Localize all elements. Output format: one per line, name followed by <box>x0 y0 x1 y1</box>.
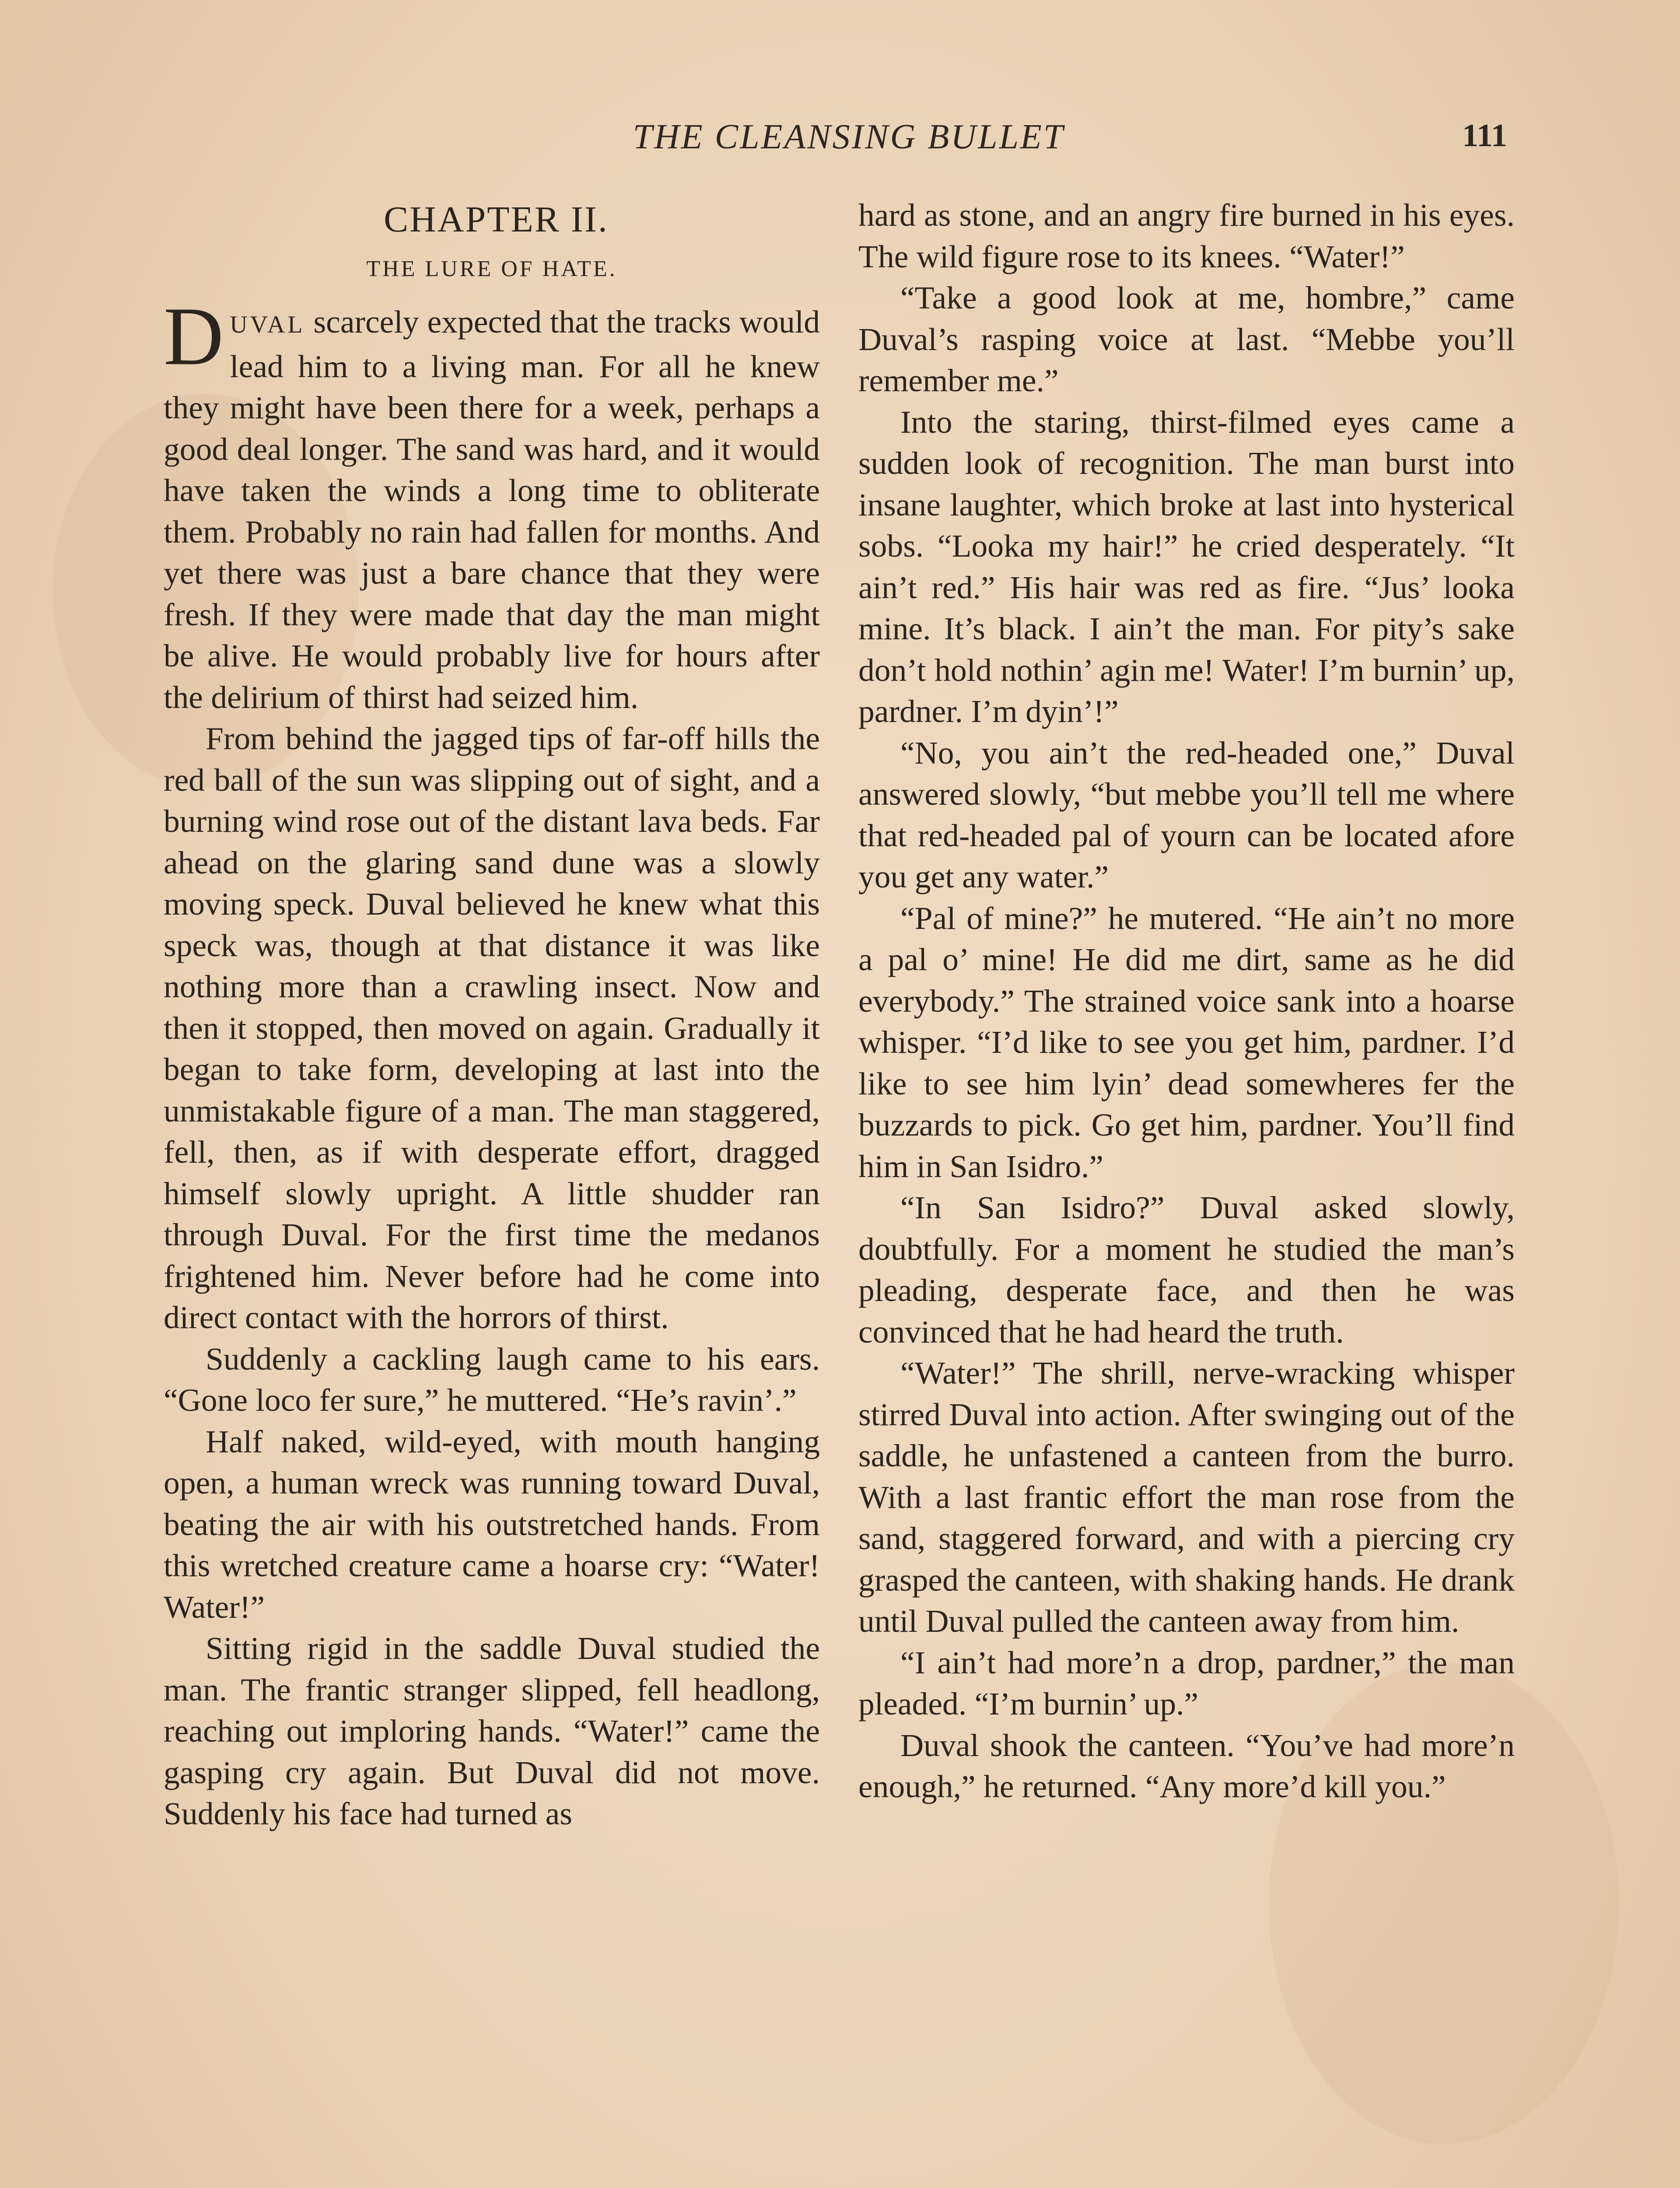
paragraph: “In San Isidro?” Duval asked slowly, doubtfully. For a moment he studied the man’s pleading, desperate face, and then he was convinced that he had heard the truth. <box>858 1189 1515 1350</box>
opening-paragraph-text: scarcely expected that the tracks would lead him to a living man. For all he knew they might have been there for a week, perhaps a good deal longer. The sand was hard, and it would have taken the winds a long time to obliterate them. Probably no rain had fallen for months. And yet there was just a bare chance that they were fresh. If they were made that day the man might be alive. He would probably live for hours after the delirium of thirst had seized him. <box>164 304 820 715</box>
paragraph: “Take a good look at me, hombre,” came Duval’s rasping voice at last. “Mebbe you’ll remember me.” <box>858 280 1515 398</box>
paragraph: Sitting rigid in the saddle Duval studied the man. The frantic stranger slipped, fell headlong, reaching out imploring hands. “Water!” came the gasping cry again. But Duval did not move. Suddenly his face had turned as <box>164 1630 820 1831</box>
paragraph: Duval shook the canteen. “You’ve had more’n enough,” he returned. “Any more’d kill you.” <box>858 1727 1515 1804</box>
opening-paragraph <box>164 291 820 718</box>
paragraph: Into the staring, thirst-filmed eyes came a sudden look of recognition. The man burst into insane laughter, which broke at last into hysterical sobs. “Looka my hair!” he cried desperately. “It ain’t red.” His hair was red as fire. “Jus’ looka mine. It’s black. I ain’t the man. For pity’s sake don’t hold nothin’ agin me! Water! I’m burnin’ up, pardner. I’m dyin’!” <box>858 403 1515 729</box>
drop-cap: D <box>164 291 224 382</box>
paragraph: From behind the jagged tips of far-off hills the red ball of the sun was slipping out of sight, and a burning wind rose out of the distant lava beds. Far ahead on the glaring sand dune was a slowly moving speck. Duval believed he knew what this speck was, though at that distance it was like nothing more than a crawling insect. Now and then it stopped, then moved on again. Gradually it began to take form, developing at last into the unmistakable figure of a man. The man staggered, fell, then, as if with desperate effort, dragged himself slowly upright. A little shudder ran through Duval. For the first time the medanos frightened him. Never before had he come into direct contact with the horrors of thirst. <box>164 720 820 1335</box>
continued-paragraph: hard as stone, and an angry fire burned in his eyes. The wild figure rose to its knees. “Water!” <box>858 197 1515 274</box>
paragraph: “Water!” The shrill, nerve-wracking whisper stirred Duval into action. After swinging out of the saddle, he unfastened a canteen from the burro. With a last frantic effort the man rose from the sand, staggered forward, and with a piercing cry grasped the canteen, with shaking hands. He drank until Duval pulled the canteen away from him. <box>858 1355 1515 1639</box>
paragraph: “Pal of mine?” he mutered. “He ain’t no more a pal o’ mine! He did me dirt, same as he did everybody.” The strained voice sank into a hoarse whisper. “I’d like to see you get him, pardner. I’d like to see him lyin’ dead somewheres fer the buzzards to pick. Go get him, pardner. You’ll find him in San Isidro.” <box>858 900 1515 1184</box>
paragraph: Suddenly a cackling laugh came to his ears. “Gone loco fer sure,” he muttered. “He’s ravin’.” <box>164 1340 820 1418</box>
right-column <box>858 194 1515 1807</box>
paragraph: Half naked, wild-eyed, with mouth hanging open, a human wreck was running toward Duval, beating the air with his outstretched hands. From this wretched creature came a hoarse cry: “Water! Water!” <box>164 1423 820 1625</box>
page-number: 111 <box>1462 118 1507 154</box>
chapter-title: CHAPTER II. <box>384 199 609 240</box>
left-column <box>164 193 820 1834</box>
chapter-subtitle: THE LURE OF HATE. <box>366 256 617 281</box>
paragraph: “No, you ain’t the red-headed one,” Duval answered slowly, “but mebbe you’ll tell me where that red-headed pal of yourn can be located afore you get any water.” <box>858 734 1515 894</box>
drop-cap-smallcaps: UVAL <box>230 311 305 338</box>
paragraph: “I ain’t had more’n a drop, pardner,” the man pleaded. “I’m burnin’ up.” <box>858 1644 1515 1722</box>
running-title: THE CLEANSING BULLET <box>633 118 1065 156</box>
